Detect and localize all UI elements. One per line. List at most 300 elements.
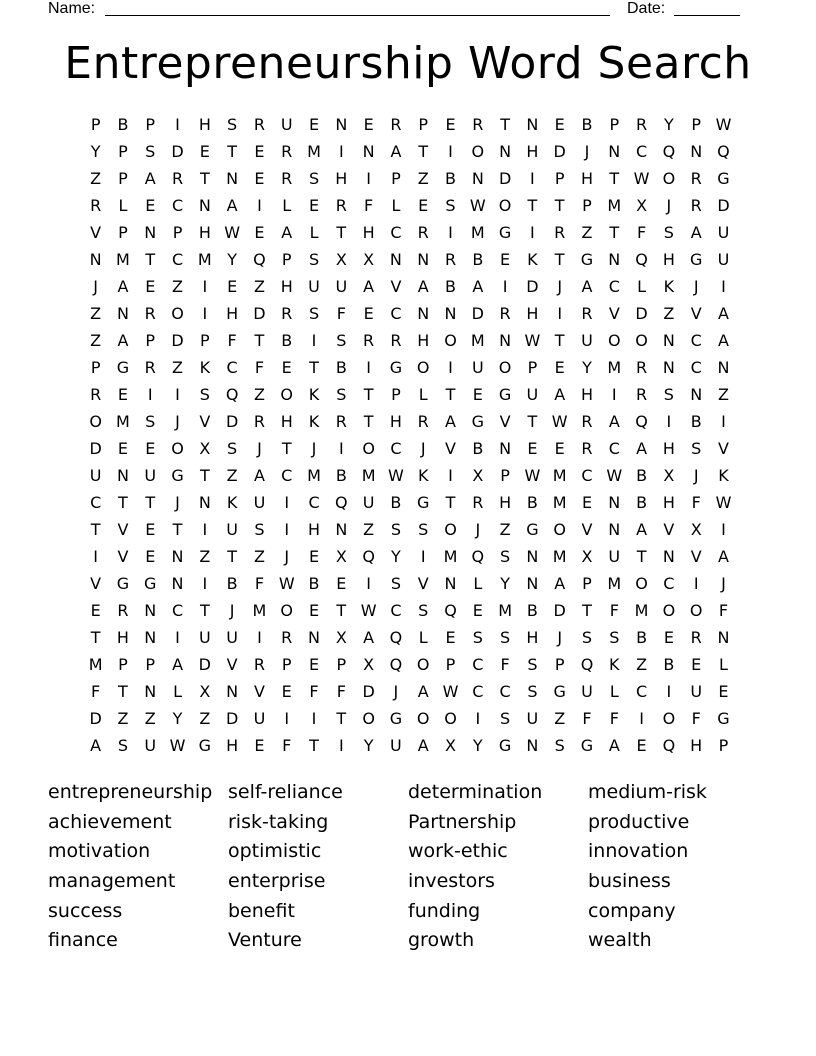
grid-letter[interactable]: K [417, 466, 429, 485]
grid-letter[interactable]: O [607, 331, 621, 350]
grid-letter[interactable]: D [171, 331, 184, 350]
grid-letter[interactable]: O [471, 142, 485, 161]
grid-letter[interactable]: N [144, 601, 157, 620]
grid-letter[interactable]: H [226, 736, 239, 755]
grid-letter[interactable]: N [526, 736, 539, 755]
grid-letter[interactable]: T [118, 493, 128, 512]
grid-letter[interactable]: K [663, 277, 675, 296]
grid-letter[interactable]: B [472, 439, 484, 458]
grid-letter[interactable]: E [145, 520, 156, 539]
grid-letter[interactable]: Q [662, 736, 676, 755]
grid-letter[interactable]: V [663, 520, 675, 539]
grid-letter[interactable]: M [552, 493, 567, 512]
grid-letter[interactable]: T [445, 385, 456, 404]
grid-letter[interactable]: I [311, 331, 317, 350]
grid-letter[interactable]: I [284, 493, 290, 512]
grid-letter[interactable]: P [418, 115, 429, 134]
grid-letter[interactable]: R [335, 196, 347, 215]
grid-letter[interactable]: F [336, 304, 346, 323]
grid-letter[interactable]: E [472, 601, 483, 620]
grid-letter[interactable]: D [198, 655, 211, 674]
grid-letter[interactable]: A [690, 223, 702, 242]
grid-letter[interactable]: X [199, 682, 211, 701]
grid-letter[interactable]: Z [717, 385, 729, 404]
grid-letter[interactable]: Y [227, 250, 238, 269]
grid-letter[interactable]: D [89, 439, 102, 458]
grid-letter[interactable]: O [662, 169, 676, 188]
grid-letter[interactable]: J [393, 682, 399, 701]
grid-letter[interactable]: V [117, 520, 129, 539]
grid-letter[interactable]: G [580, 736, 594, 755]
grid-letter[interactable]: Y [663, 115, 674, 134]
grid-letter[interactable]: R [472, 115, 484, 134]
grid-letter[interactable]: L [609, 682, 619, 701]
grid-letter[interactable]: J [311, 439, 317, 458]
grid-letter[interactable]: R [499, 304, 511, 323]
grid-letter[interactable]: J [557, 628, 563, 647]
grid-letter[interactable]: F [691, 493, 701, 512]
grid-letter[interactable]: H [662, 250, 675, 269]
grid-letter[interactable]: T [172, 520, 183, 539]
grid-letter[interactable]: I [666, 682, 672, 701]
grid-letter[interactable]: B [636, 466, 648, 485]
grid-letter[interactable]: B [335, 466, 347, 485]
grid-letter[interactable]: R [417, 223, 429, 242]
grid-letter[interactable]: L [173, 682, 182, 701]
grid-letter[interactable]: P [281, 250, 292, 269]
grid-letter[interactable]: I [366, 358, 371, 377]
grid-letter[interactable]: W [551, 412, 568, 431]
grid-letter[interactable]: R [390, 115, 402, 134]
grid-letter[interactable]: I [721, 520, 726, 539]
grid-letter[interactable]: G [498, 223, 512, 242]
grid-letter[interactable]: E [254, 736, 265, 755]
grid-letter[interactable]: Q [225, 385, 239, 404]
grid-letter[interactable]: J [229, 601, 235, 620]
grid-letter[interactable]: S [336, 331, 347, 350]
grid-letter[interactable]: V [581, 520, 593, 539]
grid-letter[interactable]: D [362, 682, 375, 701]
grid-letter[interactable]: A [117, 331, 129, 350]
grid-letter[interactable]: P [90, 115, 101, 134]
grid-letter[interactable]: R [390, 331, 402, 350]
grid-letter[interactable]: H [580, 169, 593, 188]
grid-letter[interactable]: T [582, 601, 592, 620]
grid-letter[interactable]: Q [635, 412, 648, 431]
grid-letter[interactable]: T [336, 223, 347, 242]
grid-letter[interactable]: T [527, 196, 538, 215]
grid-letter[interactable]: E [581, 493, 593, 512]
grid-letter[interactable]: X [663, 466, 675, 485]
grid-letter[interactable]: B [445, 169, 456, 188]
grid-letter[interactable]: E [145, 439, 156, 458]
grid-letter[interactable]: G [171, 466, 184, 485]
grid-letter[interactable]: D [553, 601, 566, 620]
grid-letter[interactable]: F [227, 331, 237, 350]
grid-letter[interactable]: Z [417, 169, 429, 188]
grid-letter[interactable]: O [362, 709, 375, 728]
grid-letter[interactable]: R [690, 169, 702, 188]
grid-letter[interactable]: T [500, 115, 510, 134]
grid-letter[interactable]: X [636, 196, 648, 215]
grid-letter[interactable]: V [117, 547, 129, 566]
grid-letter[interactable]: P [118, 169, 128, 188]
grid-letter[interactable]: Y [90, 142, 101, 161]
grid-letter[interactable]: A [417, 736, 429, 755]
grid-letter[interactable]: J [284, 547, 290, 566]
grid-letter[interactable]: M [607, 196, 622, 215]
grid-letter[interactable]: K [199, 358, 211, 377]
grid-letter[interactable]: T [554, 250, 565, 269]
grid-letter[interactable]: U [581, 331, 593, 350]
grid-letter[interactable]: C [281, 466, 293, 485]
grid-letter[interactable]: U [226, 520, 238, 539]
grid-letter[interactable]: U [581, 682, 593, 701]
grid-letter[interactable]: C [499, 682, 511, 701]
grid-letter[interactable]: L [719, 655, 728, 674]
grid-letter[interactable]: T [609, 223, 620, 242]
grid-letter[interactable]: O [498, 358, 512, 377]
grid-letter[interactable]: B [581, 115, 593, 134]
grid-letter[interactable]: N [116, 466, 129, 485]
grid-letter[interactable]: B [308, 574, 320, 593]
grid-letter[interactable]: E [363, 115, 374, 134]
grid-letter[interactable]: Y [172, 709, 183, 728]
grid-letter[interactable]: M [498, 601, 512, 620]
grid-letter[interactable]: R [281, 628, 293, 647]
grid-letter[interactable]: P [554, 655, 565, 674]
grid-letter[interactable]: R [144, 304, 156, 323]
grid-letter[interactable]: I [284, 709, 290, 728]
grid-letter[interactable]: N [526, 547, 539, 566]
grid-letter[interactable]: V [199, 412, 211, 431]
grid-letter[interactable]: I [338, 736, 344, 755]
grid-letter[interactable]: H [280, 412, 293, 431]
grid-letter[interactable]: D [526, 277, 539, 296]
grid-letter[interactable]: F [582, 709, 592, 728]
grid-letter[interactable]: I [366, 169, 371, 188]
grid-letter[interactable]: F [500, 655, 510, 674]
grid-letter[interactable]: F [336, 682, 346, 701]
grid-letter[interactable]: R [253, 412, 265, 431]
grid-letter[interactable]: R [281, 169, 293, 188]
grid-letter[interactable]: B [663, 655, 675, 674]
grid-letter[interactable]: Y [582, 358, 592, 377]
grid-letter[interactable]: E [527, 439, 538, 458]
grid-letter[interactable]: P [118, 142, 128, 161]
grid-letter[interactable]: N [690, 385, 703, 404]
grid-letter[interactable]: V [226, 655, 238, 674]
grid-letter[interactable]: Q [635, 250, 648, 269]
grid-letter[interactable]: J [693, 277, 699, 296]
grid-letter[interactable]: B [281, 331, 293, 350]
grid-letter[interactable]: U [89, 466, 102, 485]
grid-letter[interactable]: I [175, 628, 180, 647]
grid-letter[interactable]: N [171, 574, 184, 593]
grid-letter[interactable]: J [257, 439, 262, 458]
grid-letter[interactable]: R [554, 223, 566, 242]
grid-letter[interactable]: T [336, 601, 347, 620]
grid-letter[interactable]: O [498, 196, 512, 215]
grid-letter[interactable]: P [172, 223, 183, 242]
grid-letter[interactable]: R [253, 115, 265, 134]
grid-letter[interactable]: C [663, 574, 675, 593]
grid-letter[interactable]: I [257, 628, 262, 647]
grid-letter[interactable]: Z [499, 520, 511, 539]
grid-letter[interactable]: S [308, 250, 320, 269]
grid-letter[interactable]: R [636, 358, 648, 377]
grid-letter[interactable]: A [608, 736, 620, 755]
grid-letter[interactable]: T [363, 385, 374, 404]
grid-letter[interactable]: T [527, 412, 538, 431]
grid-letter[interactable]: D [498, 169, 512, 188]
grid-letter[interactable]: C [308, 493, 320, 512]
grid-letter[interactable]: M [552, 466, 567, 485]
grid-letter[interactable]: B [472, 250, 484, 269]
grid-letter[interactable]: D [471, 304, 484, 323]
grid-letter[interactable]: V [608, 304, 620, 323]
grid-letter[interactable]: J [175, 412, 180, 431]
grid-letter[interactable]: X [363, 655, 375, 674]
grid-letter[interactable]: D [253, 304, 266, 323]
grid-letter[interactable]: W [633, 169, 650, 188]
grid-letter[interactable]: O [416, 358, 430, 377]
grid-letter[interactable]: I [202, 304, 208, 323]
grid-letter[interactable]: M [607, 358, 622, 377]
grid-letter[interactable]: A [90, 736, 102, 755]
grid-letter[interactable]: P [500, 466, 510, 485]
grid-letter[interactable]: U [471, 358, 484, 377]
grid-letter[interactable]: G [116, 358, 130, 377]
grid-letter[interactable]: Y [472, 736, 483, 755]
grid-letter[interactable]: R [444, 250, 457, 269]
grid-letter[interactable]: E [145, 196, 156, 215]
grid-letter[interactable]: R [171, 169, 184, 188]
grid-letter[interactable]: R [144, 358, 156, 377]
grid-letter[interactable]: J [475, 520, 481, 539]
grid-letter[interactable]: Z [581, 223, 593, 242]
grid-letter[interactable]: X [335, 547, 347, 566]
grid-letter[interactable]: N [717, 358, 730, 377]
grid-letter[interactable]: R [281, 142, 293, 161]
grid-letter[interactable]: N [662, 331, 675, 350]
grid-letter[interactable]: S [145, 412, 156, 431]
grid-letter[interactable]: I [448, 142, 453, 161]
grid-letter[interactable]: G [717, 709, 730, 728]
grid-letter[interactable]: Y [363, 736, 374, 755]
grid-letter[interactable]: H [526, 304, 539, 323]
grid-letter[interactable]: D [89, 709, 102, 728]
grid-letter[interactable]: I [147, 385, 153, 404]
grid-letter[interactable]: G [553, 682, 566, 701]
grid-letter[interactable]: H [662, 493, 675, 512]
grid-letter[interactable]: W [442, 682, 459, 701]
grid-letter[interactable]: H [198, 115, 211, 134]
grid-letter[interactable]: C [608, 439, 620, 458]
grid-letter[interactable]: P [391, 169, 401, 188]
grid-letter[interactable]: I [611, 385, 617, 404]
grid-letter[interactable]: Q [662, 142, 676, 161]
grid-letter[interactable]: O [171, 439, 184, 458]
grid-letter[interactable]: M [88, 655, 103, 674]
grid-letter[interactable]: U [198, 628, 211, 647]
grid-letter[interactable]: C [690, 331, 702, 350]
grid-letter[interactable]: N [608, 520, 621, 539]
grid-letter[interactable]: P [391, 385, 401, 404]
grid-letter[interactable]: S [199, 385, 210, 404]
grid-letter[interactable]: U [608, 547, 621, 566]
grid-letter[interactable]: E [445, 115, 456, 134]
grid-letter[interactable]: O [662, 709, 676, 728]
grid-letter[interactable]: M [116, 412, 130, 431]
grid-letter[interactable]: K [609, 655, 620, 674]
grid-letter[interactable]: V [445, 439, 456, 458]
grid-letter[interactable]: C [636, 682, 648, 701]
grid-letter[interactable]: M [470, 223, 485, 242]
grid-letter[interactable]: G [717, 169, 730, 188]
grid-letter[interactable]: W [606, 466, 623, 485]
grid-letter[interactable]: R [636, 385, 648, 404]
grid-letter[interactable]: F [609, 709, 619, 728]
grid-letter[interactable]: E [554, 115, 565, 134]
grid-letter[interactable]: F [309, 682, 319, 701]
grid-letter[interactable]: E [691, 655, 702, 674]
grid-letter[interactable]: A [608, 412, 620, 431]
grid-letter[interactable]: I [475, 709, 481, 728]
grid-letter[interactable]: Z [90, 169, 102, 188]
grid-letter[interactable]: X [335, 628, 347, 647]
grid-letter[interactable]: H [280, 277, 293, 296]
grid-letter[interactable]: A [554, 385, 566, 404]
grid-letter[interactable]: W [524, 466, 541, 485]
grid-letter[interactable]: N [89, 250, 102, 269]
grid-letter[interactable]: T [554, 196, 565, 215]
grid-letter[interactable]: U [253, 709, 266, 728]
grid-letter[interactable]: Z [636, 655, 648, 674]
grid-letter[interactable]: U [526, 709, 539, 728]
grid-letter[interactable]: A [718, 304, 729, 323]
grid-letter[interactable]: Q [335, 493, 348, 512]
grid-letter[interactable]: S [500, 628, 511, 647]
grid-letter[interactable]: N [417, 304, 430, 323]
grid-letter[interactable]: S [500, 547, 511, 566]
grid-letter[interactable]: E [308, 115, 320, 134]
grid-letter[interactable]: B [117, 115, 129, 134]
grid-letter[interactable]: C [581, 466, 593, 485]
grid-letter[interactable]: I [530, 223, 535, 242]
grid-letter[interactable]: H [417, 331, 430, 350]
grid-letter[interactable]: K [308, 412, 320, 431]
grid-letter[interactable]: O [553, 520, 566, 539]
grid-letter[interactable]: O [689, 601, 703, 620]
grid-letter[interactable]: E [636, 736, 647, 755]
grid-letter[interactable]: Z [226, 466, 238, 485]
grid-letter[interactable]: O [362, 439, 375, 458]
grid-letter[interactable]: E [336, 574, 347, 593]
grid-letter[interactable]: N [198, 493, 211, 512]
grid-letter[interactable]: M [197, 250, 212, 269]
grid-letter[interactable]: A [718, 547, 729, 566]
grid-letter[interactable]: Q [580, 655, 594, 674]
grid-letter[interactable]: T [309, 358, 319, 377]
grid-letter[interactable]: I [93, 547, 98, 566]
grid-letter[interactable]: U [335, 277, 348, 296]
grid-letter[interactable]: E [554, 358, 565, 377]
grid-letter[interactable]: T [227, 142, 238, 161]
grid-letter[interactable]: X [581, 547, 593, 566]
grid-letter[interactable]: N [144, 223, 157, 242]
grid-letter[interactable]: N [362, 142, 375, 161]
grid-letter[interactable]: U [390, 736, 402, 755]
grid-letter[interactable]: O [171, 304, 184, 323]
grid-letter[interactable]: N [308, 628, 320, 647]
grid-letter[interactable]: J [584, 142, 590, 161]
grid-letter[interactable]: I [502, 277, 508, 296]
grid-letter[interactable]: A [554, 574, 566, 593]
grid-letter[interactable]: R [117, 601, 129, 620]
grid-letter[interactable]: X [199, 439, 211, 458]
grid-letter[interactable]: J [693, 466, 699, 485]
grid-letter[interactable]: T [90, 520, 101, 539]
grid-letter[interactable]: H [499, 493, 512, 512]
grid-letter[interactable]: S [117, 736, 129, 755]
grid-letter[interactable]: O [635, 574, 648, 593]
grid-letter[interactable]: N [662, 358, 675, 377]
grid-letter[interactable]: V [90, 223, 102, 242]
grid-letter[interactable]: Q [471, 547, 485, 566]
grid-letter[interactable]: S [527, 682, 538, 701]
grid-letter[interactable]: S [227, 439, 238, 458]
grid-letter[interactable]: V [253, 682, 265, 701]
grid-letter[interactable]: D [717, 196, 730, 215]
grid-letter[interactable]: N [471, 169, 484, 188]
grid-letter[interactable]: S [254, 520, 265, 539]
grid-letter[interactable]: C [390, 439, 402, 458]
grid-letter[interactable]: T [145, 250, 156, 269]
grid-letter[interactable]: T [445, 493, 456, 512]
grid-letter[interactable]: Z [90, 304, 102, 323]
grid-letter[interactable]: E [500, 250, 511, 269]
grid-letter[interactable]: R [581, 304, 593, 323]
grid-letter[interactable]: C [608, 277, 620, 296]
grid-letter[interactable]: Z [199, 709, 211, 728]
grid-letter[interactable]: K [226, 493, 238, 512]
grid-letter[interactable]: A [417, 682, 429, 701]
grid-letter[interactable]: O [444, 709, 457, 728]
grid-letter[interactable]: C [390, 601, 402, 620]
grid-letter[interactable]: T [554, 331, 565, 350]
grid-letter[interactable]: G [116, 574, 130, 593]
grid-letter[interactable]: A [144, 169, 156, 188]
grid-letter[interactable]: G [498, 385, 512, 404]
grid-letter[interactable]: I [693, 574, 699, 593]
grid-letter[interactable]: O [280, 385, 294, 404]
grid-letter[interactable]: P [718, 736, 729, 755]
grid-letter[interactable]: S [227, 115, 238, 134]
grid-letter[interactable]: T [609, 169, 620, 188]
grid-letter[interactable]: C [636, 142, 648, 161]
grid-letter[interactable]: I [202, 520, 208, 539]
grid-letter[interactable]: S [308, 169, 320, 188]
grid-letter[interactable]: A [253, 466, 265, 485]
grid-letter[interactable]: O [89, 412, 102, 431]
grid-letter[interactable]: X [472, 466, 484, 485]
grid-letter[interactable]: X [363, 250, 375, 269]
grid-letter[interactable]: H [389, 412, 402, 431]
grid-letter[interactable]: H [335, 169, 348, 188]
grid-letter[interactable]: I [721, 277, 726, 296]
grid-letter[interactable]: P [145, 331, 156, 350]
